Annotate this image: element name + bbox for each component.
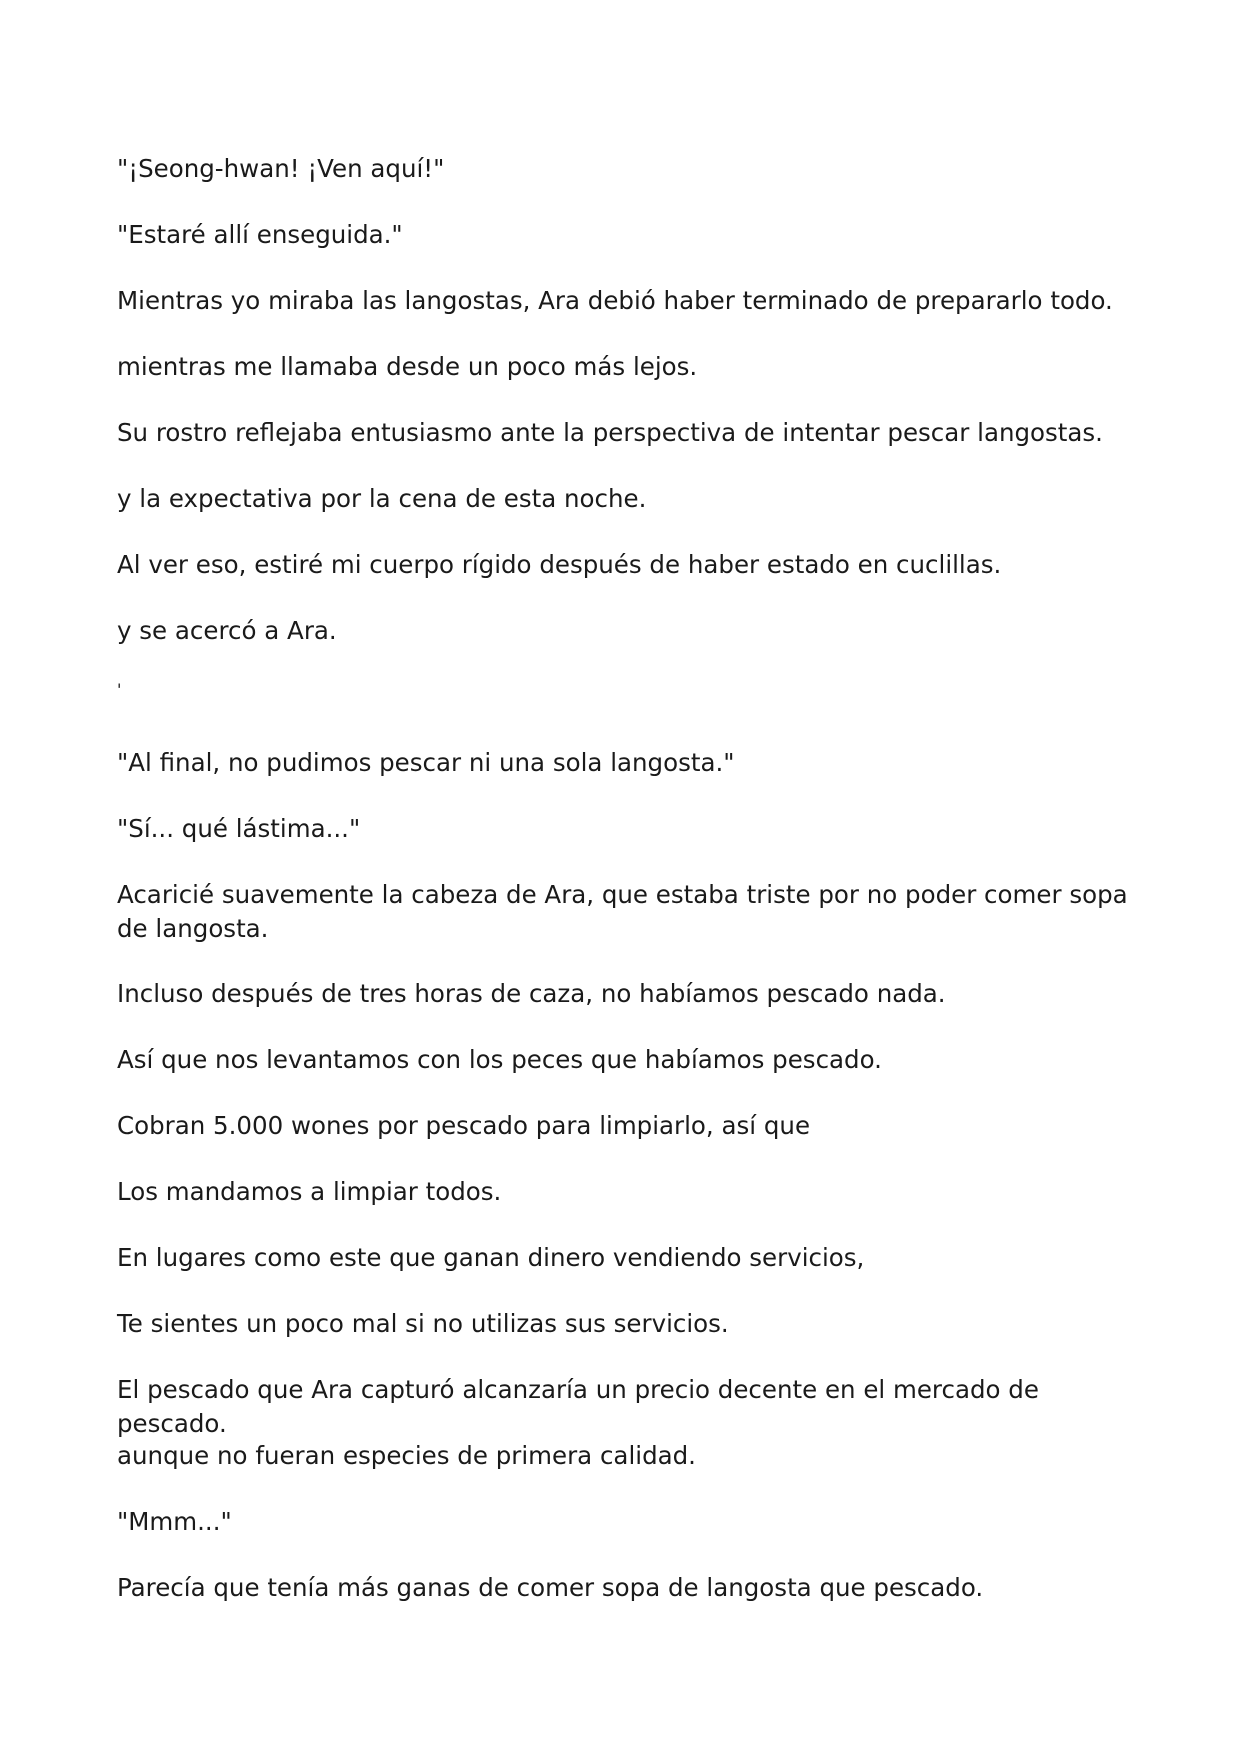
- paragraph-18: El pescado que Ara capturó alcanzaría un precio decente en el mercado de pescado.: [117, 1375, 1039, 1438]
- paragraph-7: Al ver eso, estiré mi cuerpo rígido después de haber estado en cuclillas.: [117, 550, 1002, 579]
- paragraph-17: Te sientes un poco mal si no utilizas sus servicios.: [117, 1309, 729, 1338]
- paragraph-16: En lugares como este que ganan dinero vendiendo servicios,: [117, 1243, 865, 1272]
- paragraph-4: mientras me llamaba desde un poco más lejos.: [117, 352, 698, 381]
- paragraph-15: Los mandamos a limpiar todos.: [117, 1177, 502, 1206]
- stray-apostrophe: ': [117, 680, 122, 699]
- paragraph-13: Así que nos levantamos con los peces que habíamos pescado.: [117, 1045, 882, 1074]
- paragraph-9: "Al final, no pudimos pescar ni una sola langosta.": [117, 748, 735, 777]
- paragraph-6: y la expectativa por la cena de esta noche.: [117, 484, 647, 513]
- paragraph-2: "Estaré allí enseguida.": [117, 220, 403, 249]
- paragraph-19: aunque no fueran especies de primera calidad.: [117, 1441, 696, 1470]
- paragraph-1: "¡Seong-hwan! ¡Ven aquí!": [117, 154, 445, 183]
- paragraph-12: Incluso después de tres horas de caza, no habíamos pescado nada.: [117, 979, 946, 1008]
- paragraph-21: Parecía que tenía más ganas de comer sopa de langosta que pescado.: [117, 1573, 984, 1602]
- paragraph-5: Su rostro reflejaba entusiasmo ante la perspectiva de intentar pescar langostas.: [117, 418, 1103, 447]
- paragraph-8: y se acercó a Ara.: [117, 616, 337, 645]
- paragraph-11: Acaricié suavemente la cabeza de Ara, que estaba triste por no poder comer sopa de langosta.: [117, 880, 1128, 943]
- paragraph-3: Mientras yo miraba las langostas, Ara debió haber terminado de prepararlo todo.: [117, 286, 1113, 315]
- paragraph-10: "Sí... qué lástima...": [117, 814, 361, 843]
- paragraph-14: Cobran 5.000 wones por pescado para limpiarlo, así que: [117, 1111, 811, 1140]
- paragraph-20: "Mmm...": [117, 1507, 232, 1536]
